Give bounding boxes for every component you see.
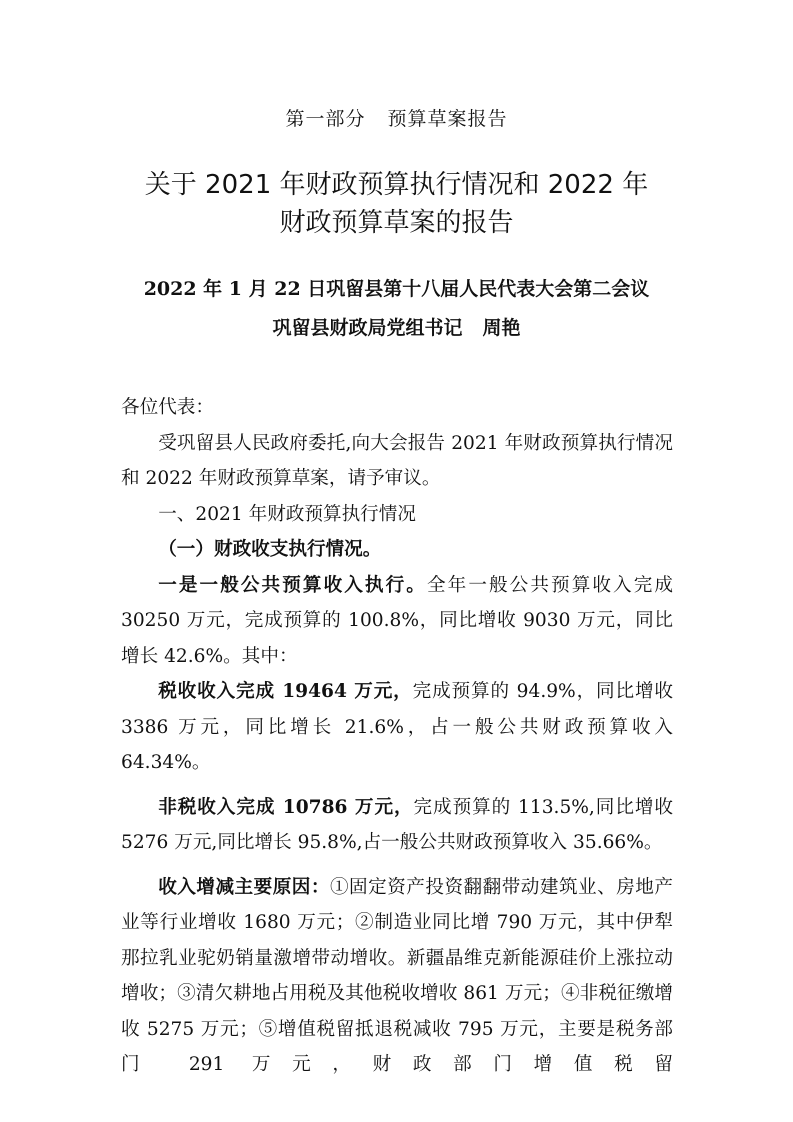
nontax-revenue-paragraph <box>121 790 673 861</box>
report-title-line-1: 关于 2021 年财政预算执行情况和 2022 年 <box>144 170 649 200</box>
tax-revenue-paragraph <box>121 674 673 781</box>
report-title-line-2: 财政预算草案的报告 <box>279 208 514 238</box>
part-name: 预算草案报告 <box>387 108 508 130</box>
tax-revenue-lead: 税收收入完成 19464 万元， <box>158 681 413 702</box>
part-label: 第一部分 <box>285 108 366 130</box>
tax-revenue-text: 完成预算的 94.9%，同比增收 3386 万元，同比增长 21.6%，占一般公共财政预算收入 64.34%。 <box>121 681 673 773</box>
report-title <box>0 166 793 242</box>
report-body <box>121 390 673 1083</box>
general-revenue-paragraph <box>121 568 673 675</box>
nontax-revenue-lead: 非税收入完成 10786 万元， <box>158 796 414 818</box>
revenue-reasons-text: ①固定资产投资翻翻带动建筑业、房地产业等行业增收 1680 万元；②制造业同比增 790 万元，其中伊犁那拉乳业驼奶销量激增带动增收。新疆晶维克新能源硅价上涨拉动增收；③清欠耕地占用税及其他税收增收 861 万元；④非税征缴增收 5275 万元；⑤增值税留抵退税减收 795 万元，主要是税务部门 291 万元，财政部门增值税留 <box>121 876 673 1075</box>
presenter-info <box>0 313 793 340</box>
presenter-office: 巩留县财政局党组书记 <box>272 317 463 339</box>
section-heading-1: 一、2021 年财政预算执行情况 <box>158 503 416 525</box>
nontax-revenue-text: 完成预算的 113.5%,同比增收 5276 万元,同比增长 95.8%,占一般公共财政预算收入 35.66%。 <box>121 796 673 853</box>
subsection-heading-1: （一）财政收支执行情况。 <box>158 539 382 560</box>
revenue-reasons-lead: 收入增减主要原因： <box>158 876 330 898</box>
part-heading <box>0 104 793 131</box>
general-revenue-text: 全年一般公共预算收入完成 30250 万元，完成预算的 100.8%，同比增收 9030 万元，同比增长 42.6%。其中： <box>121 574 673 667</box>
general-revenue-lead: 一是一般公共预算收入执行。 <box>158 574 427 596</box>
presenter-name: 周艳 <box>482 317 521 339</box>
intro-paragraph: 受巩留县人民政府委托,向大会报告 2021 年财政预算执行情况和 2022 年财政预算草案，请予审议。 <box>121 432 673 489</box>
revenue-reasons-paragraph <box>121 870 673 1083</box>
meeting-info: 2022 年 1 月 22 日巩留县第十八届人民代表大会第二会议 <box>143 278 650 300</box>
salutation: 各位代表： <box>121 397 214 418</box>
